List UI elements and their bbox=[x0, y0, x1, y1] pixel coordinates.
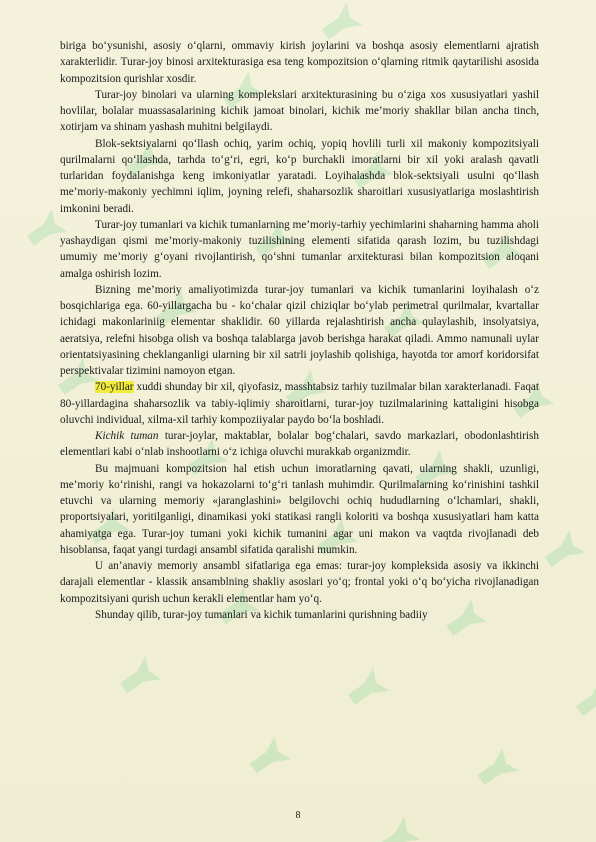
page-number: 8 bbox=[295, 810, 301, 821]
paragraph-5: Bizning me’moriy amaliyotimizda turar-joy tumanlari va kichik tumanlarini loyihalash o‘z bosqichlariga ega. 60-yillargacha bu - ko‘chalar qizil chiziqlar bo‘ylab perimetral qurilmalar, kvartallar ichidagi makonlariniig elementar shaklidir. 60 yillarda rejalashtirish ancha qulaylashib, insolyatsiya, aeratsiya, relefni hisobga olish va boshqa talablarga javob berishga harakat qiladi. Ammo namunali uylar orientatsiyasining cheklanganligi ularning bir xil satrli joylashib qolishiga, hayotda tor amorf koridorsifat perspektivalar tizimini namoyon etgan. bbox=[60, 283, 539, 377]
paragraph-7 bbox=[60, 428, 539, 461]
italic-term: Kichik tuman bbox=[95, 430, 159, 442]
paragraph-7-text: turar-joylar, maktablar, bolalar bog‘chalari, savdo markazlari, obodonlashtirish elementlari kabi o‘nlab inshootlarni o‘z ichiga oluvchi murakkab organizmdir. bbox=[60, 430, 539, 459]
paragraph-3: Blok-sektsiyalarni qo‘llash ochiq, yarim ochiq, yopiq hovlili turli xil makoniy kompozitsiyali qurilmalarni qo‘llashda, tarhda to‘g‘ri, egri, ko‘p burchakli imoratlarni bir xil yoki aralash qavatli turlaridan foydalanishga keng imkoniyatlar yaratadi. Loyihalashda blok-sektsiyali usulni qo‘llash me’moriy-makoniy yechimni iqlim, joyning relefi, shaharsozlik sharoitlari xususiyatlariga moslashtirish imkonini beradi. bbox=[60, 137, 539, 215]
paragraph-10: Shunday qilib, turar-joy tumanlari va kichik tumanlarini qurishning badiiy bbox=[95, 608, 428, 621]
paragraph-1: biriga bo‘ysunishi, asosiy o‘qlarni, ommaviy kirish joylarini va boshqa asosiy elementlarni ajratish xarakterlidir. Turar-joy binosi arxitekturasiga esa teng kompozitsion o‘qlarning ritmik qaytarilishi asosida kompozitsion qurishlar xosdir. bbox=[60, 40, 539, 85]
paragraph-6 bbox=[60, 379, 539, 428]
paragraph-4: Turar-joy tumanlari va kichik tumanlarning me’moriy-tarhiy yechimlarini shaharning hamma aholi yashaydigan qismi me’moriy-makoniy tuzilishining elementi sifatida qarash lozim, bu tuzilishdagi umumiy me’moriy g‘oyani rivojlantirish, qo‘shni tumanlar arxitekturasi bilan kompozitsion aloqani amalga oshirish lozim. bbox=[60, 218, 539, 280]
paragraph-8: Bu majmuani kompozitsion hal etish uchun imoratlarning qavati, ularning shakli, uzunligi, me’moriy ko‘rinishi, rangi va hokazolarni to‘g‘ri tanlash muhimdir. Qurilmalarning ko‘rinishini tashkil etuvchi va ularning memoriy «jaranglashini» belgilovchi ochiq hududlarning o‘lchamlari, shakli, proportsiyalari, yoritilganligi, dinamikasi yoki statikasi rangli koloriti va boshqa xususiyatlari ham katta ahamiyatga ega. Turar-joy tumani yoki kichik tumanini agar uni makon va vaqtda rivojlanadi deb hisoblansa, faqat yangi turdagi ansambl sifatida qaralishi mumkin. bbox=[60, 462, 539, 556]
body-text bbox=[60, 38, 539, 623]
paragraph-9: U an’anaviy memoriy ansambl sifatlariga ega emas: turar-joy kompleksida asosiy va ikkinchi darajali elementlar - klassik ansamblning shakliy asoslari yo‘q; frontal yoki o‘q bo‘yicha rivojlanadigan kompozitsiyani qurish uchun kerakli elementlar ham yo‘q. bbox=[60, 560, 539, 605]
highlighted-phrase: 70-yillar bbox=[95, 381, 134, 394]
paragraph-2: Turar-joy binolari va ularning komplekslari arxitekturasining bu o‘ziga xos xususiyatlari yashil hovlilar, bolalar muassasalarining kichik jamoat binolari, kichik me’moriy shakllar bilan ancha tinch, xotirjam va shinam yashash muhitni belgilaydi. bbox=[60, 88, 539, 134]
paragraph-6-text: xuddi shunday bir xil, qiyofasiz, masshtabsiz tarhiy tuzilmalar bilan xarakterlanadi. Faqat 80-yillardagina shaharsozlik va tabiy-iqlimiy sharoitlarni, turar-joy tuzilmalarining kattaligini hisobga oluvchi individual, xilma-xil tarhiy kompoziiyalar paydo bo‘la boshladi. bbox=[60, 381, 539, 426]
